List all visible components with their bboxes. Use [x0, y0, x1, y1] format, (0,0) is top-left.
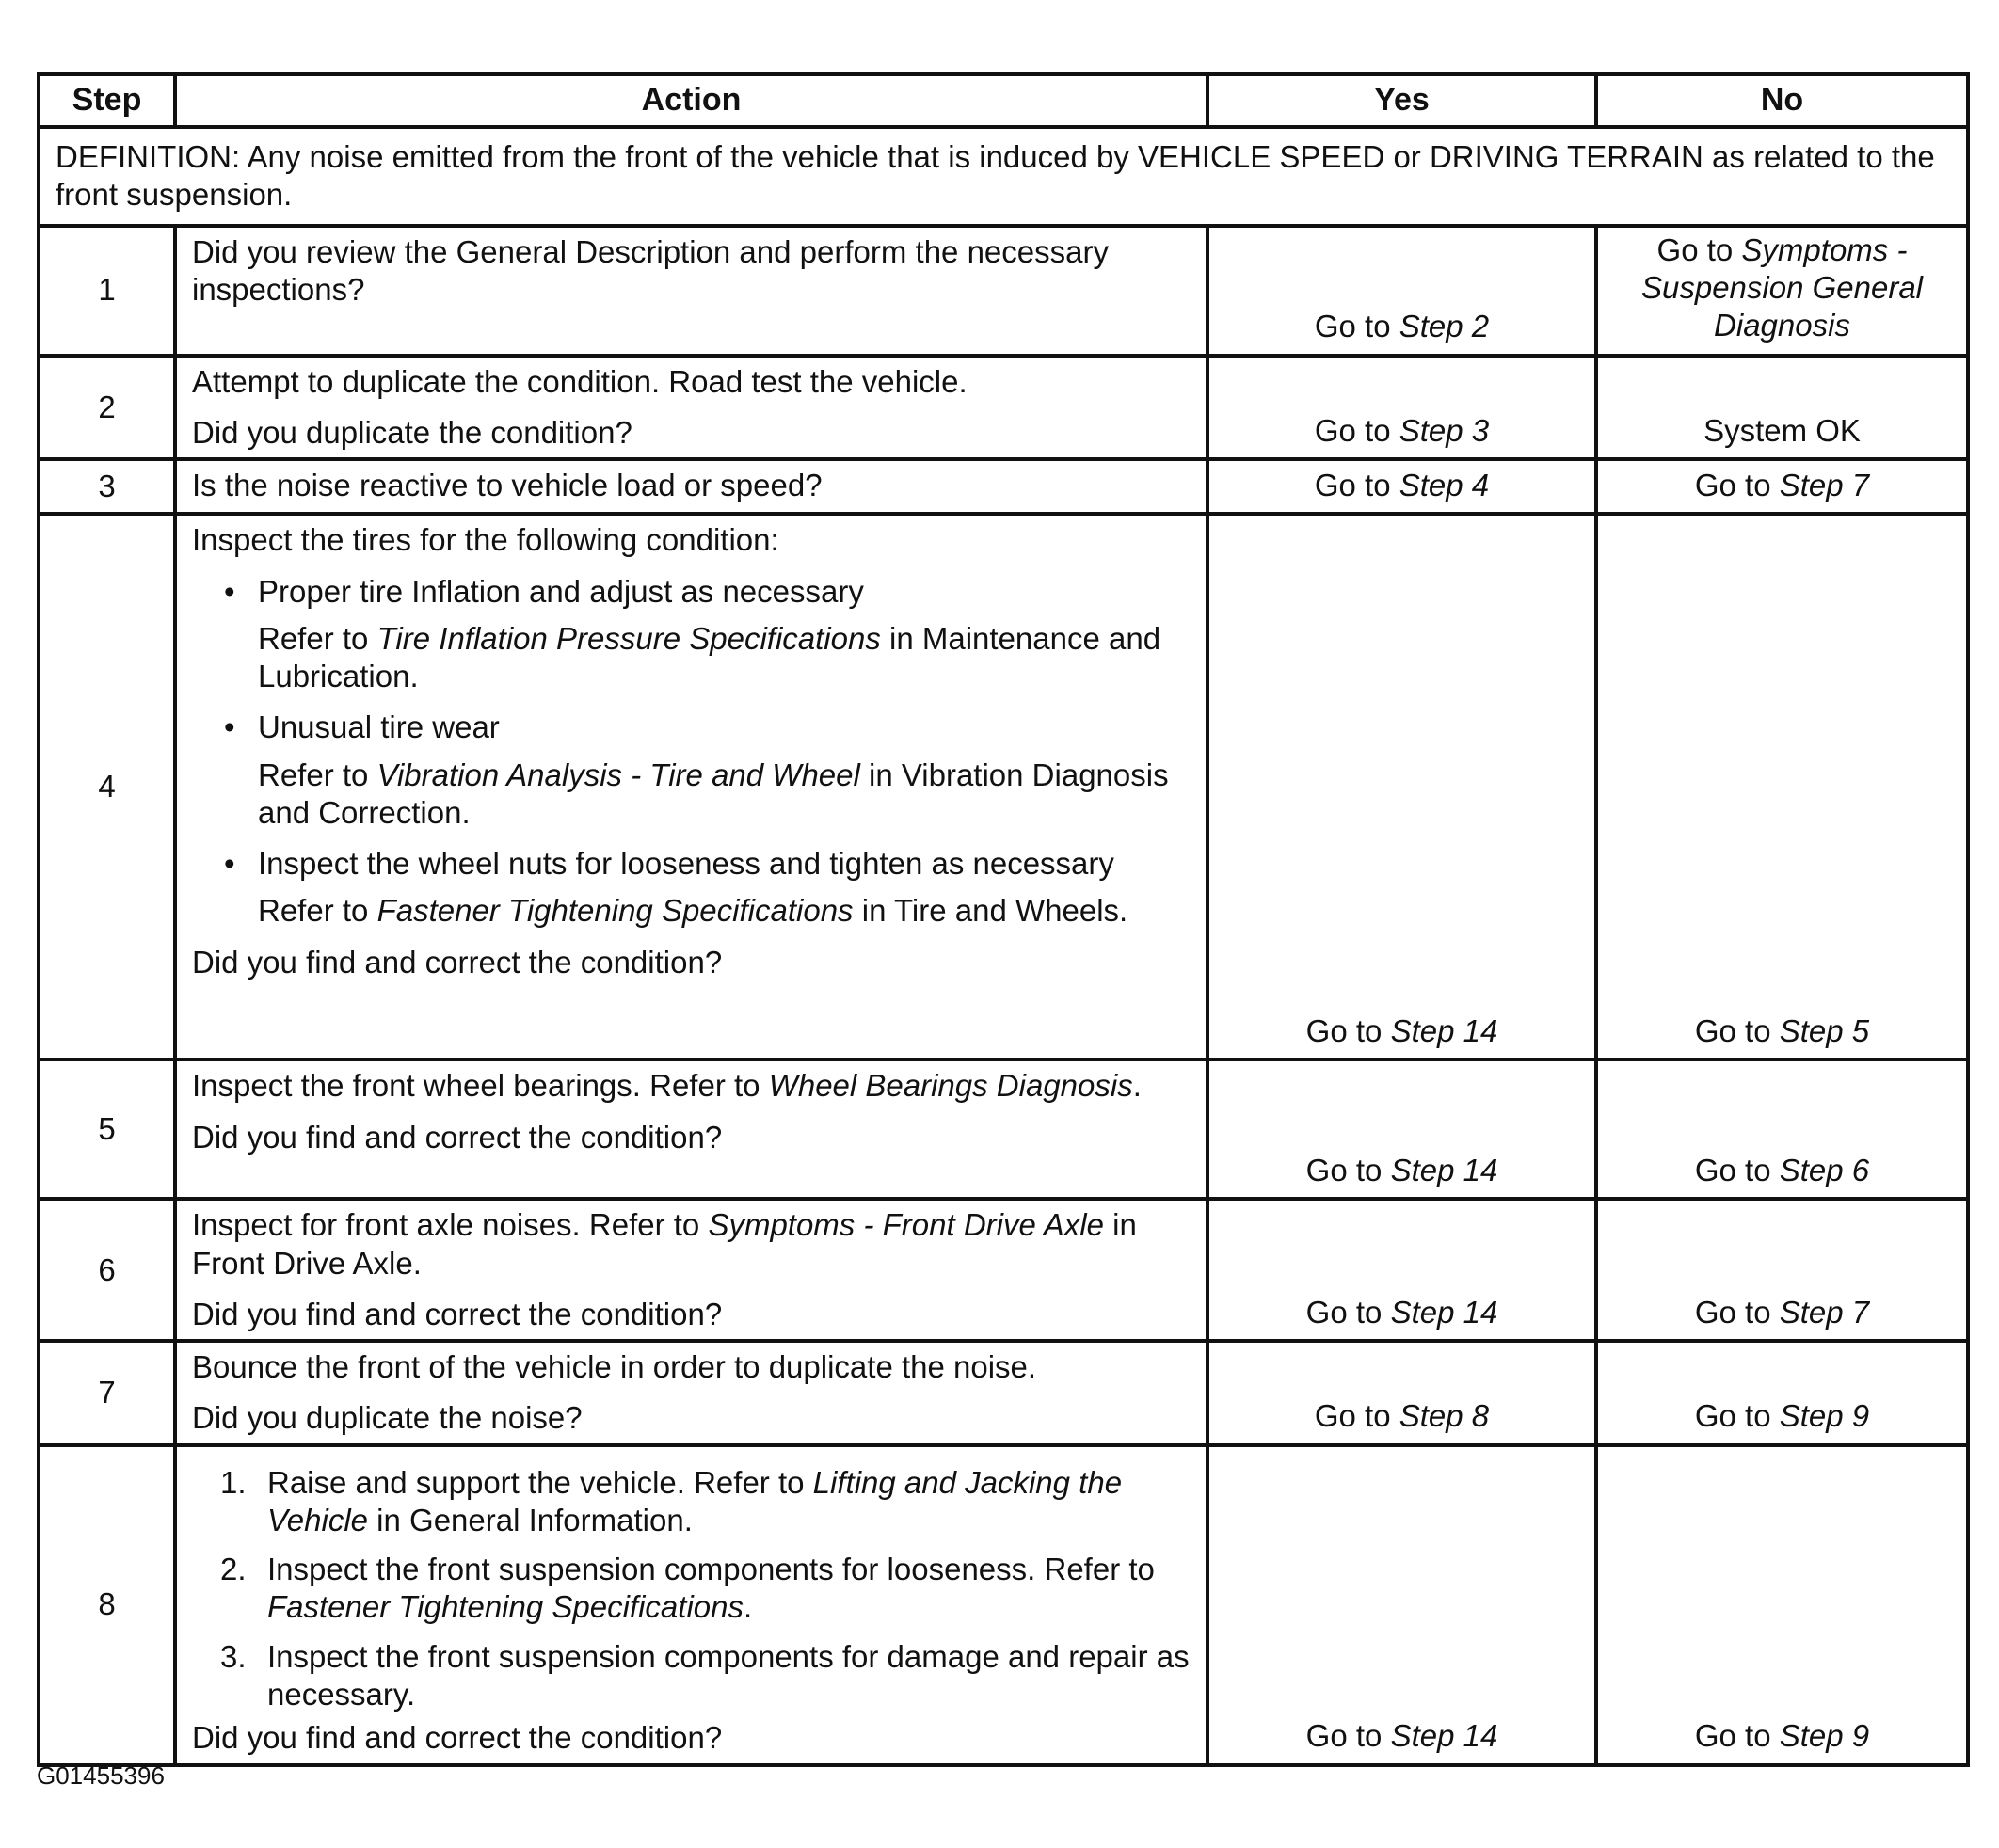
ref-suffix: in Vibration Diagnosis and Correction.: [258, 757, 1169, 830]
yes-cell: [1207, 1199, 1596, 1341]
no-cell: [1596, 226, 1968, 356]
yes-cell: [1207, 514, 1596, 1059]
action-intro: Inspect the tires for the following condition:: [192, 522, 779, 558]
definition-text: DEFINITION: Any noise emitted from the front of the vehicle that is induced by VEHICLE SPEED or DRIVING TERRAIN as related to the front suspension.: [39, 127, 1968, 226]
ref-link[interactable]: Fastener Tightening Specifications: [267, 1589, 744, 1625]
step-number: 1: [39, 226, 175, 356]
ref-link[interactable]: Lifting and Jacking the Vehicle: [267, 1464, 1123, 1537]
yes-cell: [1207, 1059, 1596, 1199]
action-text: Bounce the front of the vehicle in order to duplicate the noise.: [192, 1349, 1037, 1384]
step-number: 5: [39, 1059, 175, 1199]
no-link[interactable]: Step 9: [1779, 1718, 1870, 1754]
bullet-item: • Unusual tire wear: [192, 709, 1191, 746]
yes-cell: [1207, 226, 1596, 356]
no-prefix: Go to: [1656, 231, 1742, 267]
action-cell: [175, 1445, 1207, 1765]
item-text: Raise and support the vehicle. Refer to: [267, 1464, 813, 1500]
definition-row: [39, 127, 1968, 226]
ref-link[interactable]: Fastener Tightening Specifications: [376, 893, 854, 929]
yes-prefix: Go to: [1305, 1013, 1391, 1048]
table-row: [39, 1445, 1968, 1765]
bullet-reference: [192, 757, 1191, 833]
item-text: Inspect the front suspension components for looseness. Refer to: [267, 1552, 1155, 1586]
bullet-item: • Inspect the wheel nuts for looseness and tighten as necessary: [192, 845, 1191, 883]
no-prefix: Go to: [1694, 1398, 1780, 1434]
ref-prefix: Refer to: [258, 757, 377, 792]
yes-link[interactable]: Step 8: [1399, 1398, 1490, 1434]
no-link[interactable]: Step 7: [1779, 468, 1870, 502]
ref-suffix: in Tire and Wheels.: [853, 893, 1128, 929]
no-link[interactable]: Step 7: [1779, 1294, 1870, 1330]
numbered-item: [192, 1551, 1191, 1627]
numbered-item: [192, 1638, 1191, 1714]
action-cell: [175, 226, 1207, 356]
ref-prefix: Refer to: [258, 893, 377, 929]
ref-link[interactable]: Vibration Analysis - Tire and Wheel: [376, 757, 860, 792]
action-suffix: in Front Drive Axle.: [192, 1207, 1137, 1281]
action-suffix: .: [1132, 1068, 1142, 1104]
yes-prefix: Go to: [1305, 1718, 1391, 1754]
action-question: Did you find and correct the condition?: [192, 944, 723, 980]
header-action: Action: [175, 74, 1207, 127]
action-cell: [175, 1199, 1207, 1341]
item-text: Inspect the front suspension components for damage and repair as necessary.: [267, 1638, 1190, 1712]
yes-prefix: Go to: [1314, 1398, 1399, 1434]
ref-link[interactable]: Wheel Bearings Diagnosis: [768, 1068, 1133, 1104]
table-row: [39, 514, 1968, 1059]
yes-cell: [1207, 356, 1596, 460]
no-cell: [1596, 1059, 1968, 1199]
step-number: 8: [39, 1445, 175, 1765]
yes-prefix: Go to: [1314, 309, 1399, 344]
yes-link[interactable]: Step 14: [1390, 1294, 1498, 1330]
action-cell: [175, 356, 1207, 460]
item-suffix: .: [744, 1589, 753, 1625]
no-cell: [1596, 1445, 1968, 1765]
no-link[interactable]: Step 6: [1779, 1153, 1870, 1187]
yes-cell: [1207, 459, 1596, 514]
header-step: Step: [39, 74, 175, 127]
step-number: 7: [39, 1341, 175, 1445]
action-text: [192, 1206, 1191, 1282]
no-cell: [1596, 356, 1968, 460]
action-prefix: Inspect the front wheel bearings. Refer to: [192, 1068, 769, 1104]
table-row: [39, 1059, 1968, 1199]
action-question: Did you find and correct the condition?: [192, 1720, 723, 1755]
yes-link[interactable]: Step 4: [1399, 468, 1490, 502]
action-text: Is the noise reactive to vehicle load or speed?: [192, 468, 823, 502]
item-suffix: in General Information.: [368, 1502, 693, 1537]
table-header-row: [39, 74, 1968, 127]
yes-link[interactable]: Step 14: [1390, 1718, 1498, 1754]
no-prefix: Go to: [1694, 1013, 1780, 1048]
no-text: System OK: [1703, 412, 1861, 448]
item-number: 1.: [220, 1464, 247, 1500]
yes-prefix: Go to: [1305, 1153, 1391, 1187]
bullet-reference: [192, 620, 1191, 696]
table-row: [39, 356, 1968, 460]
table-row: [39, 459, 1968, 514]
action-cell: [175, 514, 1207, 1059]
table-row: [39, 1199, 1968, 1341]
no-prefix: Go to: [1694, 1718, 1780, 1754]
no-prefix: Go to: [1694, 1294, 1780, 1330]
step-number: 6: [39, 1199, 175, 1341]
no-prefix: Go to: [1694, 1153, 1780, 1187]
item-number: 2.: [220, 1552, 247, 1586]
action-cell: [175, 1059, 1207, 1199]
yes-prefix: Go to: [1305, 1294, 1391, 1330]
figure-id: G01455396: [37, 1761, 165, 1790]
yes-cell: [1207, 1341, 1596, 1445]
action-text: Attempt to duplicate the condition. Road test the vehicle.: [192, 363, 968, 399]
ref-link[interactable]: Symptoms - Front Drive Axle: [708, 1207, 1104, 1243]
step-number: 3: [39, 459, 175, 514]
action-question: Did you duplicate the noise?: [192, 1400, 583, 1436]
no-cell: [1596, 1199, 1968, 1341]
yes-prefix: Go to: [1314, 412, 1399, 448]
yes-link[interactable]: Step 3: [1399, 412, 1490, 448]
diagnostic-table: [37, 72, 1970, 1767]
action-cell: [175, 459, 1207, 514]
action-question: Did you find and correct the condition?: [192, 1296, 723, 1331]
yes-prefix: Go to: [1314, 468, 1399, 502]
action-question: Did you find and correct the condition?: [192, 1119, 723, 1155]
numbered-item: [192, 1464, 1191, 1540]
no-prefix: Go to: [1694, 468, 1780, 502]
header-no: No: [1596, 74, 1968, 127]
no-cell: [1596, 514, 1968, 1059]
action-cell: [175, 1341, 1207, 1445]
item-number: 3.: [220, 1638, 247, 1674]
no-link[interactable]: Symptoms - Suspension General Diagnosis: [1640, 231, 1924, 343]
action-prefix: Inspect for front axle noises. Refer to: [192, 1207, 709, 1243]
no-cell: [1596, 459, 1968, 514]
no-link[interactable]: Step 9: [1779, 1398, 1870, 1434]
no-cell: [1596, 1341, 1968, 1445]
yes-cell: [1207, 1445, 1596, 1765]
table-row: [39, 1341, 1968, 1445]
bullet-reference: [192, 892, 1191, 930]
yes-link[interactable]: Step 14: [1390, 1153, 1498, 1187]
step-number: 4: [39, 514, 175, 1059]
header-yes: Yes: [1207, 74, 1596, 127]
table-row: [39, 226, 1968, 356]
step-number: 2: [39, 356, 175, 460]
action-text: Did you review the General Description and perform the necessary inspections?: [192, 233, 1109, 307]
ref-link[interactable]: Tire Inflation Pressure Specifications: [376, 620, 881, 656]
ref-prefix: Refer to: [258, 620, 377, 656]
action-question: Did you duplicate the condition?: [192, 414, 632, 450]
yes-link[interactable]: Step 2: [1399, 309, 1490, 344]
yes-link[interactable]: Step 14: [1390, 1013, 1498, 1048]
ref-suffix: in Maintenance and Lubrication.: [258, 620, 1161, 693]
action-text: [192, 1067, 1191, 1105]
bullet-item: • Proper tire Inflation and adjust as necessary: [192, 573, 1191, 611]
no-link[interactable]: Step 5: [1779, 1013, 1870, 1048]
